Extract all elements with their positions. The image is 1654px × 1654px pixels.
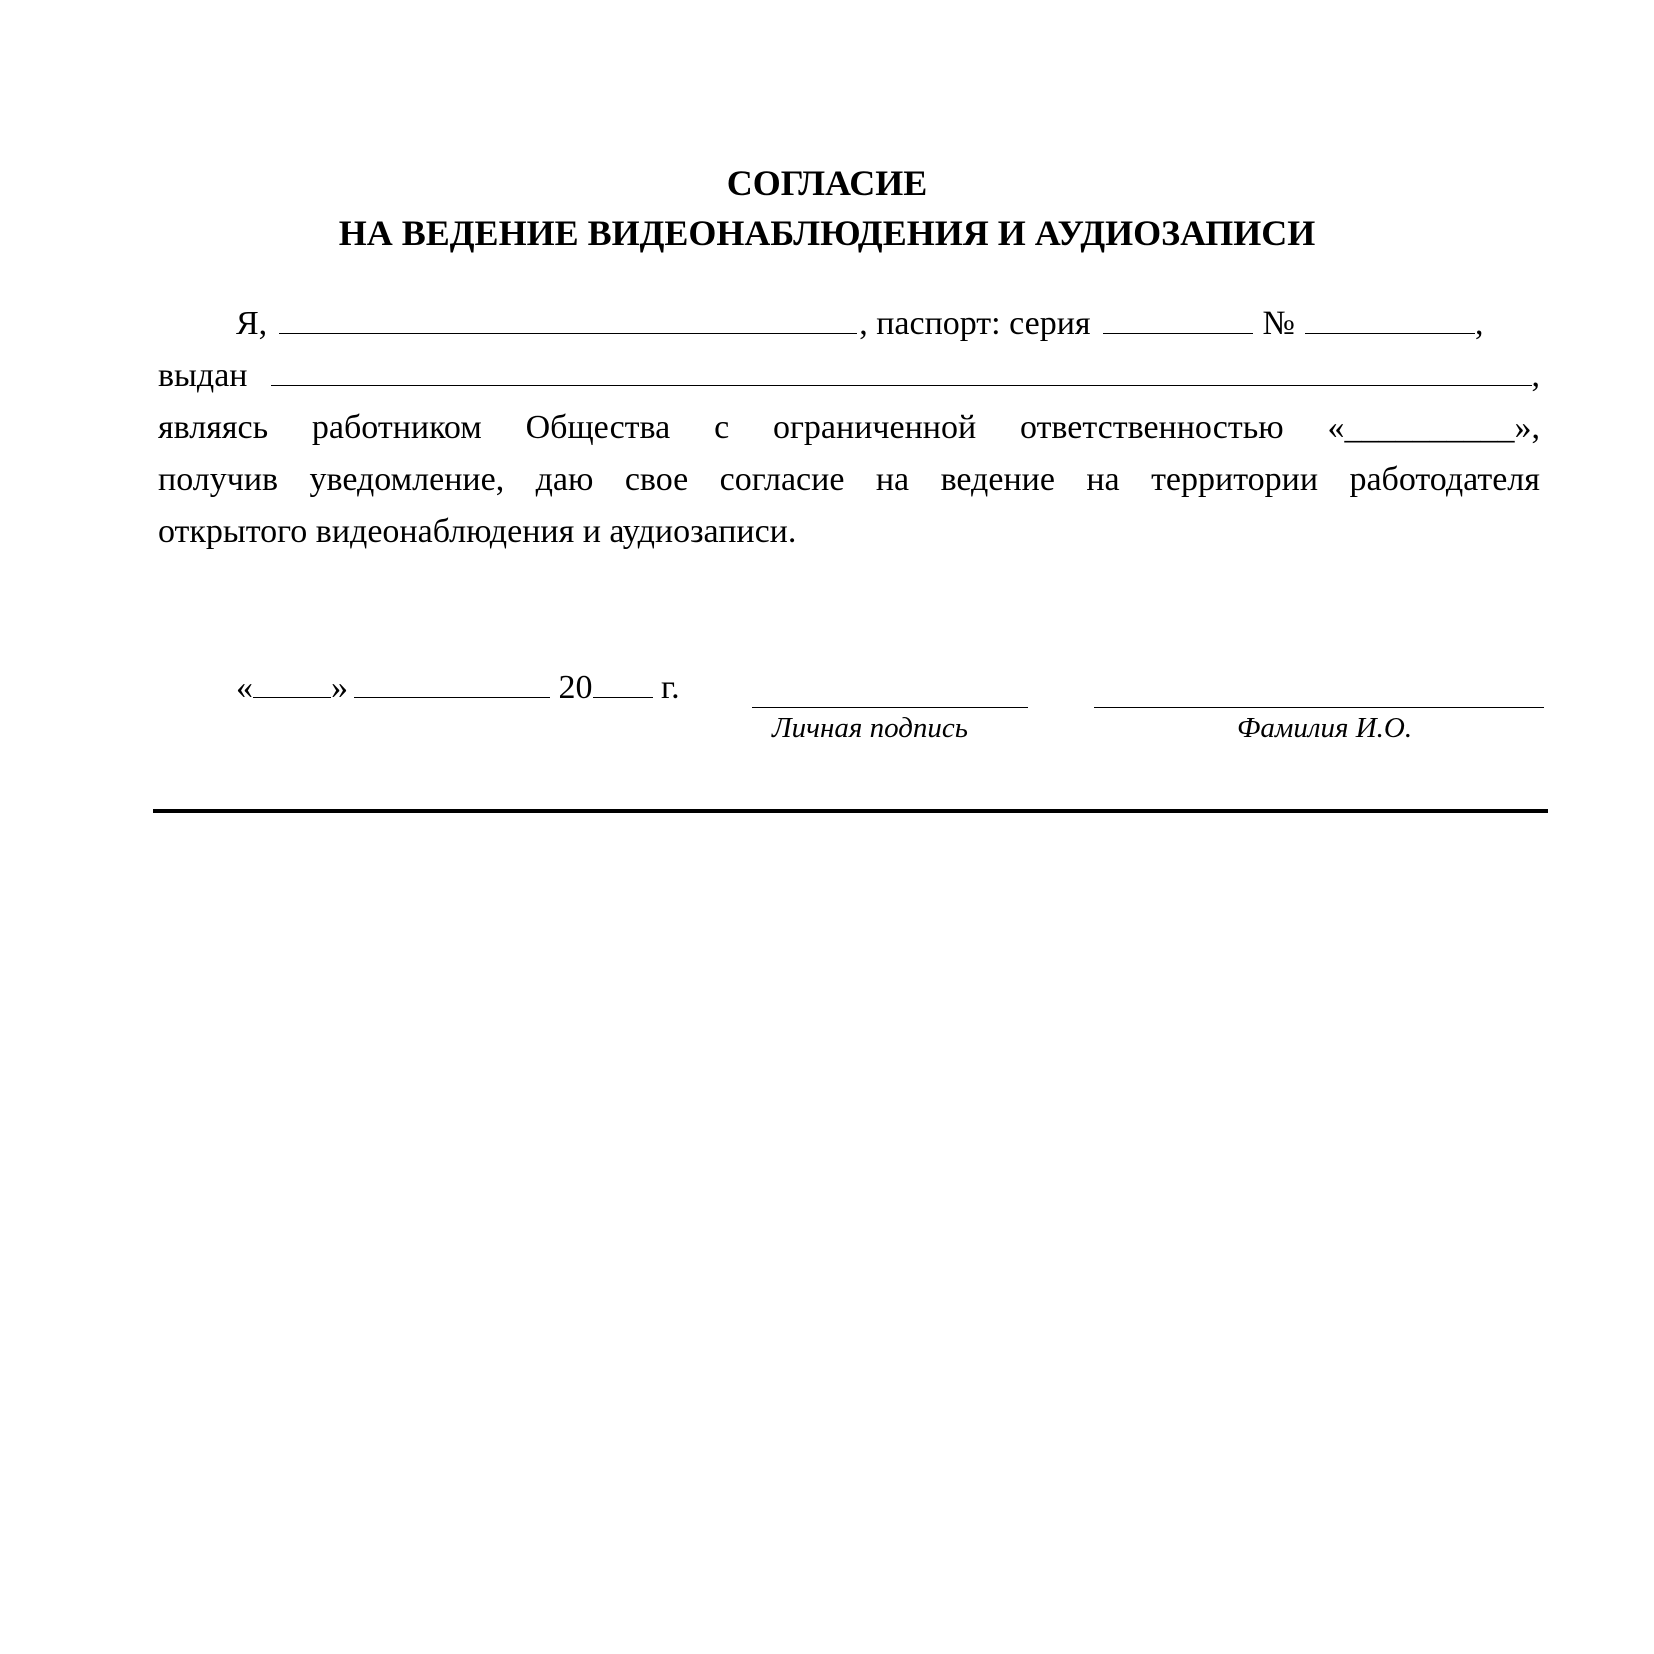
- intro-word: Я,: [236, 305, 268, 342]
- year-prefix: 20: [558, 669, 593, 706]
- body-line-1: [158, 298, 1540, 350]
- consent-body: [158, 298, 1540, 558]
- year-blank[interactable]: [593, 669, 653, 698]
- issued-by-blank[interactable]: [271, 357, 1531, 386]
- day-blank[interactable]: [253, 669, 331, 698]
- body-word: согласие: [719, 461, 845, 498]
- full-name-signature-blank[interactable]: [1094, 707, 1544, 708]
- body-word: получив: [158, 461, 279, 498]
- body-line-4: [158, 454, 1540, 506]
- body-word: работником: [311, 409, 482, 446]
- body-word: являясь: [158, 409, 269, 446]
- passport-number-label: №: [1262, 305, 1295, 342]
- body-word: с: [714, 409, 730, 446]
- passport-label: , паспорт: серия: [859, 305, 1091, 342]
- month-blank[interactable]: [354, 669, 550, 698]
- body-word: на: [1086, 461, 1120, 498]
- date-row: [236, 668, 680, 708]
- company-name-blank[interactable]: «__________»,: [1327, 409, 1540, 446]
- signature-blank[interactable]: [752, 707, 1028, 708]
- body-line-2: [158, 350, 1540, 402]
- line1-comma: ,: [1475, 305, 1484, 342]
- document-subtitle: НА ВЕДЕНИЕ ВИДЕОНАБЛЮДЕНИЯ И АУДИОЗАПИСИ: [338, 213, 1316, 253]
- passport-number-blank[interactable]: [1305, 305, 1475, 334]
- body-word: Общества: [525, 409, 671, 446]
- body-word: работодателя: [1349, 461, 1540, 498]
- body-word: ответственностью: [1020, 409, 1284, 446]
- body-line-3: [158, 402, 1540, 454]
- body-word: свое: [624, 461, 689, 498]
- body-word: уведомление,: [309, 461, 505, 498]
- body-word: территории: [1151, 461, 1319, 498]
- year-suffix: г.: [661, 669, 680, 706]
- document-title: СОГЛАСИЕ: [726, 163, 928, 203]
- bottom-divider: [153, 809, 1548, 813]
- name-caption: Фамилия И.О.: [1237, 712, 1413, 744]
- signature-caption: Личная подпись: [772, 712, 968, 744]
- full-name-blank[interactable]: [279, 305, 857, 334]
- passport-series-blank[interactable]: [1103, 305, 1253, 334]
- quote-close: »: [331, 669, 348, 706]
- body-word: ведение: [940, 461, 1055, 498]
- issued-label: выдан: [158, 357, 248, 394]
- quote-open: «: [236, 669, 253, 706]
- line2-comma: ,: [1531, 357, 1540, 394]
- body-line-5: открытого видеонаблюдения и аудиозаписи.: [158, 513, 797, 550]
- body-word: на: [875, 461, 910, 498]
- body-word: даю: [535, 461, 594, 498]
- body-word: ограниченной: [772, 409, 977, 446]
